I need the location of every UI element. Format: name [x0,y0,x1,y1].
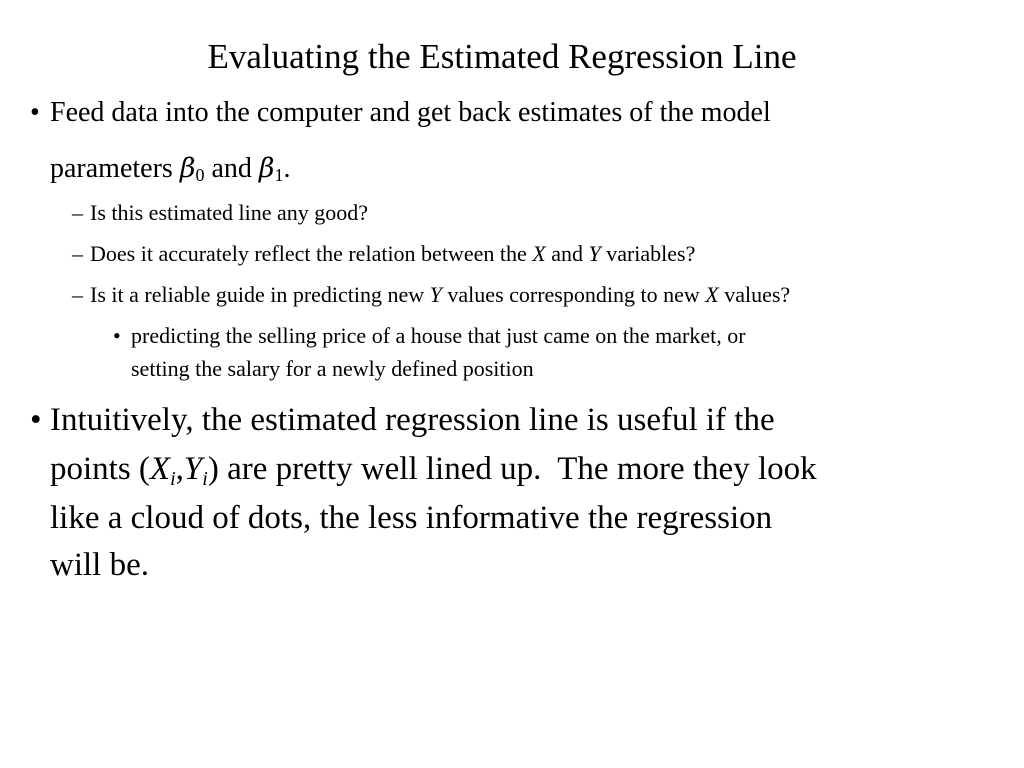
point1-period: . [283,153,291,184]
point1-prefix: parameters [50,153,180,184]
point1-line2 [50,152,290,186]
point1-line1: Feed data into the computer and get back estimates of the model [50,97,771,128]
subpoint-q3 [90,282,790,308]
q3-text-c: values? [718,282,791,307]
dash-icon: – [72,241,83,266]
subpoint-q1: Is this estimated line any good? [90,200,368,225]
beta-subscript-1: 1 [274,165,284,185]
q2-text-c: variables? [600,241,696,266]
slide-title: Evaluating the Estimated Regression Line [207,37,797,76]
q3-text-b: values corresponding to new [441,282,706,307]
point1-and: and [204,153,259,184]
dash-icon: – [72,200,83,225]
point2-comma: , [175,451,184,487]
point2-var-x: X [149,451,171,487]
q3-var-y: Y [429,282,442,307]
point2-text-a: points ( [50,451,150,487]
beta-symbol: β [179,153,196,184]
example-line1: predicting the selling price of a house that just came on the market, or [131,323,746,348]
point2-line4: will be. [50,547,149,583]
q2-text-b: and [545,241,589,266]
point2-line2 [50,449,817,489]
q2-var-x: X [532,241,546,266]
bullet-icon: • [30,402,42,438]
point2-line1: Intuitively, the estimated regression line is useful if the [50,402,775,438]
example-line2: setting the salary for a newly defined position [131,356,534,381]
beta-subscript-0: 0 [195,165,205,185]
bullet-icon: • [113,323,121,348]
beta-symbol: β [258,153,275,184]
point2-line3: like a cloud of dots, the less informative the regression [50,500,773,536]
point2-var-y: Y [183,451,203,487]
q3-text-a: Is it a reliable guide in predicting new [90,282,430,307]
bullet-icon: • [30,97,40,128]
dash-icon: – [72,282,83,307]
q2-var-y: Y [588,241,601,266]
q2-text-a: Does it accurately reflect the relation between the [90,241,533,266]
point2-sub-i: i [202,468,208,490]
point2-text-b: ) are pretty well lined up. The more they look [207,451,817,487]
point2-sub-i: i [170,468,176,490]
subpoint-q2 [90,241,695,267]
q3-var-x: X [705,282,719,307]
